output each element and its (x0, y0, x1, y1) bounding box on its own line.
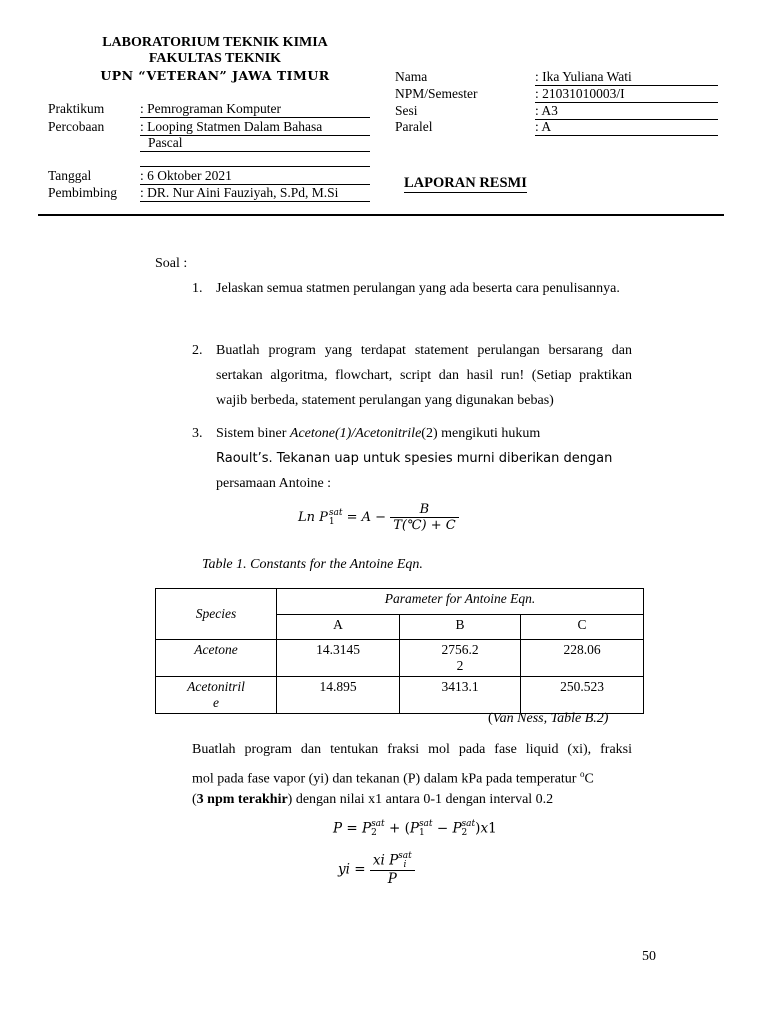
eq1-numerator: B (390, 502, 458, 518)
lab-title: LABORATORIUM TEKNIK KIMIA (102, 35, 328, 50)
row-acetonitrile-species (156, 677, 277, 714)
row-acetonitrile-b: 3413.1 (400, 677, 521, 714)
row-acetonitrile-c: 250.523 (521, 677, 644, 714)
npm-value: : 21031010003/I (535, 86, 718, 103)
blank-line (140, 151, 370, 167)
percobaan-label: Percobaan (48, 119, 105, 134)
report-title: LAPORAN RESMI (404, 175, 527, 191)
pembimbing-value: : DR. Nur Aini Fauziyah, S.Pd, M.Si (140, 185, 370, 202)
eq1-denominator: T(℃) + C (393, 518, 456, 533)
tanggal-value: : 6 Oktober 2021 (140, 168, 370, 185)
pembimbing-label: Pembimbing (48, 185, 118, 200)
task-line-3-open: ( (192, 792, 197, 807)
eq2-sat-3: sat (461, 819, 476, 829)
nama-value: : Ika Yuliana Wati (535, 69, 718, 86)
source-open: ( (488, 711, 493, 726)
sesi-label: Sesi (395, 103, 418, 118)
row-acetone-b-line2: 2 (456, 658, 464, 673)
eq1-lhs: Ln P (298, 510, 328, 525)
row-acetonitrile-line2: e (213, 695, 219, 710)
eq1-sat: sat (328, 507, 343, 518)
university-title: UPN “VETERAN” JAWA TIMUR (100, 68, 330, 83)
paralel-label: Paralel (395, 119, 433, 134)
eq3-sat: sat (398, 851, 412, 861)
task-line-3-rest: ) dengan nilai x1 antara 0-1 dengan interval 0.2 (287, 792, 554, 807)
task-line-2: mol pada fase vapor (yi) dan tekanan (P) dalam kPa pada temperatur $^o$C (192, 769, 594, 787)
paralel-value: : A (535, 119, 718, 136)
eq3-denominator: P (387, 871, 397, 887)
question-2: Buatlah program yang terdapat statement perulangan bersarang dan sertakan algoritma, flowchart, script dan hasil run! (Setiap praktikan wajib berbeda, statement perulangan yang digunakan bebas) (216, 343, 632, 408)
faculty-title: FAKULTAS TEKNIK (148, 51, 282, 66)
col-c-header: C (521, 615, 644, 640)
page-number: 50 (642, 949, 656, 964)
question-3-line2: Raoult’s. Tekanan uap untuk spesies murni diberikan dengan (216, 451, 613, 466)
eq1-sub: 1 (328, 516, 335, 527)
npm-label: NPM/Semester (395, 86, 478, 101)
pressure-equation: P = P sat 2 + (P sat 1 − P sat 2 )x1 (333, 819, 497, 838)
sesi-value: : A3 (535, 103, 718, 120)
percobaan-value-cont: Pascal (140, 135, 370, 152)
yi-equation (338, 852, 415, 887)
species-header: Species (156, 589, 277, 640)
eq3-lhs: yi = (338, 861, 370, 878)
praktikum-value: : Pemrograman Komputer (140, 101, 370, 118)
row-acetone-c: 228.06 (521, 640, 644, 677)
row-acetone-a: 14.3145 (277, 640, 400, 677)
q3-pre: Sistem biner (216, 426, 290, 441)
task-line-2-text: mol pada fase vapor (yi) dan tekanan (P) dalam kPa pada temperatur (192, 771, 580, 787)
row-acetone-b-line1: 2756.2 (441, 642, 479, 657)
eq2-start: P = P (333, 820, 372, 837)
task-line-2-unit: C (584, 771, 594, 787)
question-3-line3: persamaan Antoine : (216, 476, 332, 491)
percobaan-value: : Looping Statmen Dalam Bahasa (140, 119, 370, 136)
nama-label: Nama (395, 69, 428, 84)
task-line-1: Buatlah program dan tentukan fraksi mol pada fase liquid (xi), fraksi (192, 742, 632, 757)
source-text: Van Ness, Table B.2) (492, 711, 609, 726)
soal-label: Soal : (155, 256, 188, 271)
question-3-line1 (216, 425, 632, 442)
antoine-equation (298, 502, 459, 542)
eq2-sat-1: sat (371, 819, 385, 829)
row-acetone-b (400, 640, 521, 677)
eq2-sat-2: sat (418, 819, 433, 829)
praktikum-label: Praktikum (48, 101, 105, 116)
tanggal-label: Tanggal (48, 168, 92, 183)
param-header: Parameter for Antoine Eqn. (277, 589, 644, 615)
q1-number: 1. (192, 281, 203, 296)
antoine-table (155, 588, 644, 714)
q2-number: 2. (192, 343, 203, 358)
row-acetone-species: Acetone (156, 640, 277, 677)
header-divider (38, 214, 724, 216)
row-acetonitrile-a: 14.895 (277, 677, 400, 714)
table-source (488, 710, 608, 727)
eq1-eq: = A − (342, 510, 391, 525)
q3-post: (2) mengikuti hukum (421, 426, 541, 441)
question-1: Jelaskan semua statmen perulangan yang ada beserta cara penulisannya. (216, 281, 620, 296)
q3-species: Acetone(1)/Acetonitrile (289, 426, 422, 441)
row-acetonitrile-line1: Acetonitril (187, 679, 245, 694)
q3-number: 3. (192, 426, 203, 441)
col-a-header: A (277, 615, 400, 640)
col-b-header: B (400, 615, 521, 640)
task-line-3 (192, 791, 632, 808)
task-line-3-bold: 3 npm terakhir (196, 792, 288, 807)
table-caption: Table 1. Constants for the Antoine Eqn. (202, 557, 423, 572)
eq3-num-text: xi P (372, 852, 399, 869)
eq3-numerator: xi P sat i (370, 852, 415, 871)
